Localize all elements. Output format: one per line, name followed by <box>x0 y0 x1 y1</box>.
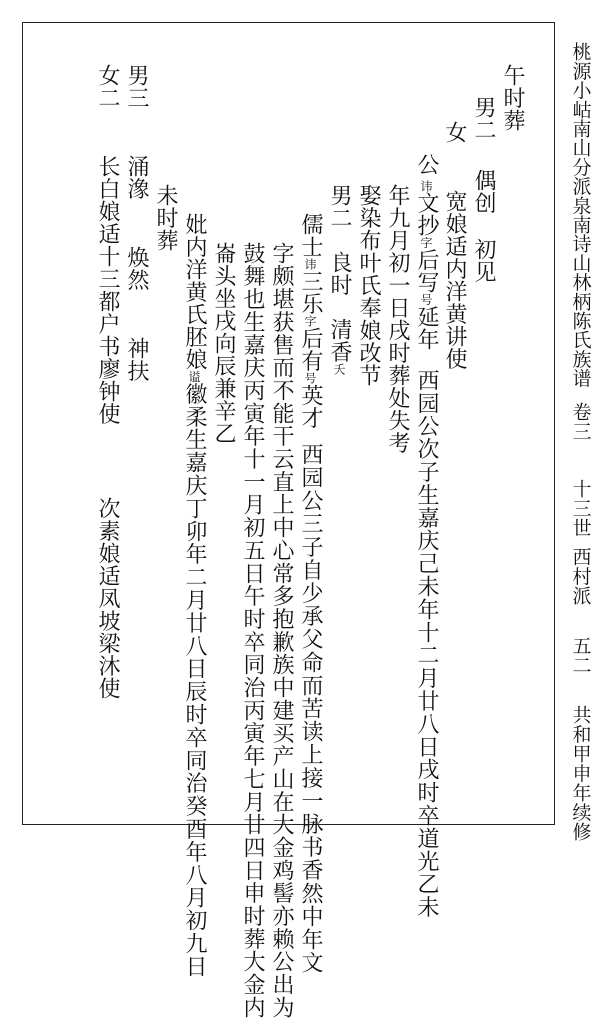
text-column-13: 未时葬 <box>153 184 178 252</box>
branch-label: 西村派 <box>569 547 592 606</box>
book-title: 桃源小岵南山分派泉南诗山林柄陈氏族谱 <box>569 42 592 388</box>
text-column-8: 儒士讳三乐字后有号英才西园公三子自少承父命而苦读上接一脉书香然中年文 <box>298 213 323 975</box>
page-header <box>566 42 594 841</box>
text-column-10: 鼓舞也生嘉庆丙寅年十一月初五日午时卒同治丙寅年七月廿四日申时葬大金内 <box>240 242 265 1019</box>
text-column-15: 女二长白娘适十三都户书廖钟使次素娘适凤坡梁沐使 <box>95 64 120 700</box>
text-column-6: 娶染布叶氏奉娘改节 <box>356 184 381 387</box>
text-column-3: 女宽娘适内洋黄讲使 <box>442 121 467 370</box>
text-column-7: 男二良时清香夭 <box>327 184 352 375</box>
text-column-12: 妣内洋黄氏胚娘谥徽柔生嘉庆丁卯年二月廿八日辰时卒同治癸酉年八月初九日 <box>182 213 207 978</box>
edition-note: 共和甲申年续修 <box>569 704 592 842</box>
page-number: 五二 <box>569 635 592 675</box>
volume-label: 卷三 <box>569 401 592 441</box>
text-column-9: 字颇堪获售而不能干云直上中心常多抱歉族中建买产山在大金鸡髻亦赖公出为 <box>269 242 294 1019</box>
text-column-2: 男二偶创初见 <box>471 96 496 283</box>
text-column-5: 年九月初一日戌时葬处失考 <box>385 184 410 454</box>
generation-label: 十三世 <box>569 478 592 538</box>
text-column-4: 公讳文抄字后写号延年西园公次子生嘉庆己未年十二月廿八日戌时卒道光乙未 <box>414 153 439 919</box>
text-column-11: 崙头坐戌向辰兼辛乙 <box>211 242 236 445</box>
text-column-14: 男三涌潒焕然神扶 <box>124 64 149 382</box>
text-column-1: 午时葬 <box>500 64 525 132</box>
